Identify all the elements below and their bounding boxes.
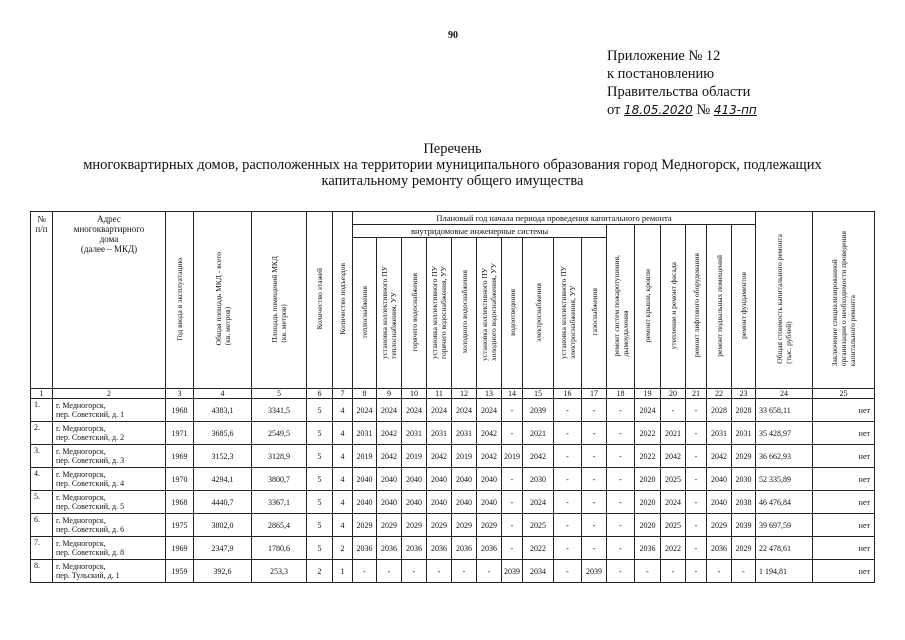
table-cell: - bbox=[582, 422, 607, 445]
table-cell: 4 bbox=[333, 399, 353, 422]
row-total-cost: 33 658,11 bbox=[756, 399, 813, 422]
column-number-cell: 6 bbox=[307, 389, 333, 399]
table-row bbox=[31, 422, 875, 445]
table-cell: 2031 bbox=[402, 422, 427, 445]
table-cell: 5 bbox=[307, 468, 333, 491]
table-cell: 2022 bbox=[635, 445, 661, 468]
appendix-block bbox=[607, 47, 757, 119]
header-total-area: Общая площадь МКД - всего (кв. метров) bbox=[213, 252, 232, 346]
table-cell: 2042 bbox=[377, 422, 402, 445]
row-number: 4. bbox=[31, 468, 53, 491]
table-cell: - bbox=[502, 514, 523, 537]
row-total-cost: 1 194,81 bbox=[756, 560, 813, 583]
table-cell: 2034 bbox=[523, 560, 554, 583]
table-cell: 2030 bbox=[523, 468, 554, 491]
table-cell: 5 bbox=[307, 537, 333, 560]
table-cell: 2024 bbox=[477, 399, 502, 422]
table-cell: - bbox=[732, 560, 756, 583]
table-cell: 2036 bbox=[402, 537, 427, 560]
table-body bbox=[31, 399, 875, 583]
table-cell: 2042 bbox=[427, 445, 452, 468]
table-cell: 2039 bbox=[582, 560, 607, 583]
table-cell: 4 bbox=[333, 491, 353, 514]
appendix-date-line bbox=[607, 101, 757, 119]
appendix-line-2: к постановлению bbox=[607, 66, 715, 82]
row-address: г. Медногорск, пер. Советский, д. 3 bbox=[53, 445, 166, 468]
table-cell: 2031 bbox=[452, 422, 477, 445]
header-electricity-meter: установка коллективного ПУ электроснабжения, УУ bbox=[558, 265, 577, 359]
table-cell: 2040 bbox=[353, 491, 377, 514]
header-heating: теплоснабжения bbox=[360, 285, 369, 339]
table-cell: 2021 bbox=[523, 422, 554, 445]
table-cell: 2031 bbox=[353, 422, 377, 445]
column-number-cell: 9 bbox=[377, 389, 402, 399]
table-cell: - bbox=[582, 537, 607, 560]
table-cell: 2042 bbox=[523, 445, 554, 468]
table-cell: - bbox=[502, 468, 523, 491]
table-cell: 2040 bbox=[402, 468, 427, 491]
table-cell: 2020 bbox=[635, 514, 661, 537]
header-facade: утепление и ремонт фасада bbox=[668, 261, 678, 350]
table-cell: 253,3 bbox=[252, 560, 307, 583]
houses-table bbox=[30, 211, 875, 583]
row-conclusion: нет bbox=[813, 560, 875, 583]
row-conclusion: нет bbox=[813, 514, 875, 537]
table-row bbox=[31, 399, 875, 422]
table-cell: 4 bbox=[333, 468, 353, 491]
table-cell: 2042 bbox=[707, 445, 732, 468]
column-number-row bbox=[31, 389, 875, 399]
table-cell: - bbox=[686, 514, 707, 537]
table-cell: - bbox=[554, 537, 582, 560]
table-cell: 2029 bbox=[707, 514, 732, 537]
column-number-cell: 18 bbox=[607, 389, 635, 399]
number-prefix: № bbox=[696, 102, 711, 118]
row-conclusion: нет bbox=[813, 491, 875, 514]
table-cell: 2040 bbox=[402, 491, 427, 514]
title-line-1: Перечень bbox=[423, 141, 482, 157]
title-line-2: многоквартирных домов, расположенных на территории муниципального образования город Медногорск, подлежащих bbox=[83, 157, 822, 173]
table-cell: 2042 bbox=[477, 422, 502, 445]
row-conclusion: нет bbox=[813, 422, 875, 445]
table-cell: 3152,3 bbox=[194, 445, 252, 468]
row-conclusion: нет bbox=[813, 537, 875, 560]
row-conclusion: нет bbox=[813, 468, 875, 491]
column-number-cell: 22 bbox=[707, 389, 732, 399]
table-cell: - bbox=[452, 560, 477, 583]
column-number-cell: 13 bbox=[477, 389, 502, 399]
table-cell: - bbox=[607, 514, 635, 537]
table-cell: - bbox=[686, 560, 707, 583]
table-cell: 1975 bbox=[166, 514, 194, 537]
table-cell: 3128,9 bbox=[252, 445, 307, 468]
table-cell: 2029 bbox=[732, 445, 756, 468]
table-cell: 2031 bbox=[427, 422, 452, 445]
table-cell: - bbox=[661, 399, 686, 422]
table-cell: 2029 bbox=[477, 514, 502, 537]
table-cell: - bbox=[686, 491, 707, 514]
table-cell: 2036 bbox=[427, 537, 452, 560]
row-address: г. Медногорск, пер. Тульский, д. 1 bbox=[53, 560, 166, 583]
table-cell: 2030 bbox=[732, 468, 756, 491]
table-cell: 2029 bbox=[402, 514, 427, 537]
table-cell: - bbox=[607, 422, 635, 445]
row-total-cost: 35 428,97 bbox=[756, 422, 813, 445]
table-cell: - bbox=[554, 445, 582, 468]
row-address: г. Медногорск, пер. Советский, д. 6 bbox=[53, 514, 166, 537]
header-num: № п/п bbox=[31, 212, 53, 389]
table-cell: 2029 bbox=[377, 514, 402, 537]
header-conclusion: Заключение специализированной организации о необходимости проведения капитального ремонта bbox=[830, 231, 857, 367]
table-cell: 2549,5 bbox=[252, 422, 307, 445]
table-cell: 1969 bbox=[166, 537, 194, 560]
table-cell: 2042 bbox=[477, 445, 502, 468]
table-row bbox=[31, 514, 875, 537]
document-title bbox=[40, 141, 865, 189]
table-cell: - bbox=[502, 399, 523, 422]
table-cell: 2024 bbox=[402, 399, 427, 422]
header-hot-water: горячего водоснабжения bbox=[409, 272, 419, 352]
table-cell: - bbox=[554, 399, 582, 422]
table-cell: - bbox=[582, 468, 607, 491]
table-cell: 2024 bbox=[377, 399, 402, 422]
table-row bbox=[31, 468, 875, 491]
table-cell: 2024 bbox=[523, 491, 554, 514]
table-cell: - bbox=[661, 560, 686, 583]
table-cell: 2031 bbox=[732, 422, 756, 445]
header-foundation: ремонт фундаментов bbox=[739, 272, 748, 339]
table-cell: - bbox=[353, 560, 377, 583]
date-prefix: от bbox=[607, 102, 621, 118]
table-cell: 2021 bbox=[661, 422, 686, 445]
row-conclusion: нет bbox=[813, 445, 875, 468]
table-cell: - bbox=[707, 560, 732, 583]
title-line-3: капитальному ремонту общего имущества bbox=[321, 173, 584, 189]
column-number-cell: 8 bbox=[353, 389, 377, 399]
table-cell: 2036 bbox=[353, 537, 377, 560]
table-cell: 1969 bbox=[166, 445, 194, 468]
row-number: 6. bbox=[31, 514, 53, 537]
table-cell: 4 bbox=[333, 514, 353, 537]
table-cell: 2042 bbox=[377, 445, 402, 468]
table-cell: 2040 bbox=[707, 491, 732, 514]
table-cell: 2040 bbox=[477, 468, 502, 491]
table-cell: 2040 bbox=[353, 468, 377, 491]
table-cell: - bbox=[607, 468, 635, 491]
table-cell: - bbox=[607, 399, 635, 422]
row-address: г. Медногорск, пер. Советский, д. 5 bbox=[53, 491, 166, 514]
column-number-cell: 21 bbox=[686, 389, 707, 399]
table-cell: 2347,9 bbox=[194, 537, 252, 560]
table-cell: 2029 bbox=[353, 514, 377, 537]
table-cell: 2020 bbox=[635, 491, 661, 514]
row-number: 3. bbox=[31, 445, 53, 468]
table-cell: 2039 bbox=[523, 399, 554, 422]
column-number-cell: 12 bbox=[452, 389, 477, 399]
table-cell: 2039 bbox=[502, 560, 523, 583]
appendix-line-1: Приложение № 12 bbox=[607, 48, 721, 64]
table-cell: - bbox=[582, 445, 607, 468]
row-number: 1. bbox=[31, 399, 53, 422]
table-cell: 2019 bbox=[452, 445, 477, 468]
table-cell: 2028 bbox=[707, 399, 732, 422]
table-cell: 2029 bbox=[427, 514, 452, 537]
column-number-cell: 16 bbox=[554, 389, 582, 399]
table-cell: 2040 bbox=[377, 491, 402, 514]
table-cell: 2036 bbox=[452, 537, 477, 560]
table-cell: 2036 bbox=[635, 537, 661, 560]
header-planned-year: Плановый год начала периода проведения капитального ремонта bbox=[353, 212, 756, 225]
table-row bbox=[31, 445, 875, 468]
table-cell: - bbox=[377, 560, 402, 583]
column-number-cell: 2 bbox=[53, 389, 166, 399]
header-floors: Количество этажей bbox=[315, 268, 324, 330]
table-row bbox=[31, 537, 875, 560]
table-cell: 5 bbox=[307, 491, 333, 514]
table-cell: 4 bbox=[333, 422, 353, 445]
row-total-cost: 52 335,89 bbox=[756, 468, 813, 491]
table-cell: - bbox=[686, 445, 707, 468]
table-cell: 2024 bbox=[353, 399, 377, 422]
header-engineering-systems: внутридомовые инженерные системы bbox=[353, 225, 607, 238]
table-cell: - bbox=[502, 422, 523, 445]
table-cell: 2036 bbox=[477, 537, 502, 560]
appendix-line-3: Правительства области bbox=[607, 84, 751, 100]
table-cell: 2031 bbox=[707, 422, 732, 445]
column-number-cell: 5 bbox=[252, 389, 307, 399]
table-cell: - bbox=[686, 468, 707, 491]
table-cell: 2019 bbox=[402, 445, 427, 468]
header-entrances: Количество подъездов bbox=[338, 263, 347, 335]
row-number: 8. bbox=[31, 560, 53, 583]
table-cell: 2028 bbox=[732, 399, 756, 422]
table-cell: 2025 bbox=[661, 468, 686, 491]
table-cell: 1970 bbox=[166, 468, 194, 491]
table-cell: - bbox=[402, 560, 427, 583]
table-cell: 2040 bbox=[377, 468, 402, 491]
column-number-cell: 11 bbox=[427, 389, 452, 399]
table-cell: 2022 bbox=[635, 422, 661, 445]
table-cell: 5 bbox=[307, 514, 333, 537]
table-cell: 3800,7 bbox=[252, 468, 307, 491]
table-cell: 392,6 bbox=[194, 560, 252, 583]
table-cell: 2022 bbox=[661, 537, 686, 560]
table-cell: 4 bbox=[333, 445, 353, 468]
table-cell: - bbox=[607, 445, 635, 468]
column-number-cell: 4 bbox=[194, 389, 252, 399]
table-cell: 1780,6 bbox=[252, 537, 307, 560]
table-cell: 2025 bbox=[523, 514, 554, 537]
table-cell: 2040 bbox=[452, 491, 477, 514]
table-cell: 2025 bbox=[661, 514, 686, 537]
column-number-cell: 25 bbox=[813, 389, 875, 399]
table-cell: 1 bbox=[333, 560, 353, 583]
table-cell: 2042 bbox=[661, 445, 686, 468]
table-cell: 2019 bbox=[502, 445, 523, 468]
table-cell: 2024 bbox=[661, 491, 686, 514]
table-cell: 2040 bbox=[427, 491, 452, 514]
table-cell: - bbox=[582, 491, 607, 514]
handwritten-date: 18.05.2020 bbox=[624, 103, 693, 117]
row-address: г. Медногорск, пер. Советский, д. 8 bbox=[53, 537, 166, 560]
table-cell: 5 bbox=[307, 399, 333, 422]
table-cell: 2040 bbox=[452, 468, 477, 491]
table-cell: - bbox=[477, 560, 502, 583]
header-premises-area: Площадь помещений МКД (кв. метров) bbox=[270, 255, 288, 343]
column-number-cell: 17 bbox=[582, 389, 607, 399]
table-cell: - bbox=[554, 422, 582, 445]
header-cold-water-meter: установка коллективного ПУ холодного водоснабжения, УУ bbox=[480, 263, 498, 361]
table-cell: - bbox=[554, 468, 582, 491]
row-address: г. Медногорск, пер. Советский, д. 4 bbox=[53, 468, 166, 491]
column-number-cell: 19 bbox=[635, 389, 661, 399]
table-cell: - bbox=[554, 560, 582, 583]
header-drainage: водоотведения bbox=[507, 288, 517, 336]
table-cell: 3341,5 bbox=[252, 399, 307, 422]
table-cell: 4440,7 bbox=[194, 491, 252, 514]
table-cell: - bbox=[427, 560, 452, 583]
table-cell: 2040 bbox=[427, 468, 452, 491]
header-total-cost: Общая стоимость капитального ремонта (тыс. рублей) bbox=[775, 234, 793, 364]
table-cell: 2029 bbox=[732, 537, 756, 560]
table-cell: 3367,1 bbox=[252, 491, 307, 514]
column-numbers bbox=[31, 389, 875, 399]
table-cell: 2029 bbox=[452, 514, 477, 537]
header-hot-water-meter: установка коллективного ПУ горячего водоснабжения, УУ bbox=[430, 265, 448, 359]
table-cell: - bbox=[582, 514, 607, 537]
table-cell: 1968 bbox=[166, 491, 194, 514]
table-cell: 2024 bbox=[452, 399, 477, 422]
table-cell: - bbox=[502, 491, 523, 514]
handwritten-number: 413-пп bbox=[713, 103, 757, 117]
header-heat-meter: установка коллективного ПУ теплоснабжения, УУ bbox=[380, 265, 398, 359]
row-number: 5. bbox=[31, 491, 53, 514]
table-row bbox=[31, 560, 875, 583]
table-cell: 2022 bbox=[523, 537, 554, 560]
table-cell: 5 bbox=[307, 422, 333, 445]
header-cold-water: холодного водоснабжения bbox=[459, 270, 469, 354]
table-cell: 1971 bbox=[166, 422, 194, 445]
header-address: Адрес многоквартирного дома (далее – МКД) bbox=[53, 212, 166, 389]
table-cell: 2040 bbox=[477, 491, 502, 514]
table-cell: 2036 bbox=[377, 537, 402, 560]
row-total-cost: 36 662,93 bbox=[756, 445, 813, 468]
table-cell: 4383,1 bbox=[194, 399, 252, 422]
table-cell: 5 bbox=[307, 445, 333, 468]
table-cell: - bbox=[686, 537, 707, 560]
column-number-cell: 1 bbox=[31, 389, 53, 399]
table-cell: 1968 bbox=[166, 399, 194, 422]
table-cell: 2024 bbox=[635, 399, 661, 422]
row-total-cost: 46 476,84 bbox=[756, 491, 813, 514]
column-number-cell: 3 bbox=[166, 389, 194, 399]
table-cell: 1959 bbox=[166, 560, 194, 583]
table-cell: 2 bbox=[307, 560, 333, 583]
table-cell: 3802,0 bbox=[194, 514, 252, 537]
row-conclusion: нет bbox=[813, 399, 875, 422]
table-cell: - bbox=[502, 537, 523, 560]
row-total-cost: 39 697,59 bbox=[756, 514, 813, 537]
row-total-cost: 22 478,61 bbox=[756, 537, 813, 560]
table-cell: 2036 bbox=[707, 537, 732, 560]
table-cell: - bbox=[635, 560, 661, 583]
header-gas: газоснабжения bbox=[589, 288, 599, 336]
table-cell: 2024 bbox=[427, 399, 452, 422]
row-number: 2. bbox=[31, 422, 53, 445]
column-number-cell: 24 bbox=[756, 389, 813, 399]
table-cell: 2040 bbox=[707, 468, 732, 491]
header-roof: ремонт крыши, кровли bbox=[643, 268, 652, 343]
table-cell: - bbox=[686, 422, 707, 445]
table-cell: 3685,6 bbox=[194, 422, 252, 445]
row-number: 7. bbox=[31, 537, 53, 560]
header-elevator: ремонт лифтового оборудования bbox=[691, 253, 701, 358]
table-cell: 2038 bbox=[732, 491, 756, 514]
header-year-built: Год ввода в эксплуатацию bbox=[175, 257, 184, 341]
row-address: г. Медногорск, пер. Советский, д. 2 bbox=[53, 422, 166, 445]
table-cell: 2 bbox=[333, 537, 353, 560]
column-number-cell: 14 bbox=[502, 389, 523, 399]
table-cell: - bbox=[554, 514, 582, 537]
column-number-cell: 7 bbox=[333, 389, 353, 399]
table-cell: 4294,1 bbox=[194, 468, 252, 491]
table-cell: 2020 bbox=[635, 468, 661, 491]
table-cell: - bbox=[554, 491, 582, 514]
header-basement: ремонт подвальных помещений bbox=[714, 254, 724, 357]
table-cell: - bbox=[582, 399, 607, 422]
header-electricity: электроснабжения bbox=[533, 282, 543, 342]
column-number-cell: 20 bbox=[661, 389, 686, 399]
column-number-cell: 15 bbox=[523, 389, 554, 399]
table-row bbox=[31, 491, 875, 514]
column-number-cell: 23 bbox=[732, 389, 756, 399]
column-number-cell: 10 bbox=[402, 389, 427, 399]
table-cell: 2019 bbox=[353, 445, 377, 468]
header-fire-systems: ремонт систем пожаротушения, дымоудаления bbox=[611, 254, 630, 357]
table-cell: - bbox=[686, 399, 707, 422]
table-cell: 2039 bbox=[732, 514, 756, 537]
row-address: г. Медногорск, пер. Советский, д. 1 bbox=[53, 399, 166, 422]
table-cell: 2865,4 bbox=[252, 514, 307, 537]
table-cell: - bbox=[607, 537, 635, 560]
page-number: 90 bbox=[448, 30, 458, 41]
table-cell: - bbox=[607, 560, 635, 583]
table-cell: - bbox=[607, 491, 635, 514]
